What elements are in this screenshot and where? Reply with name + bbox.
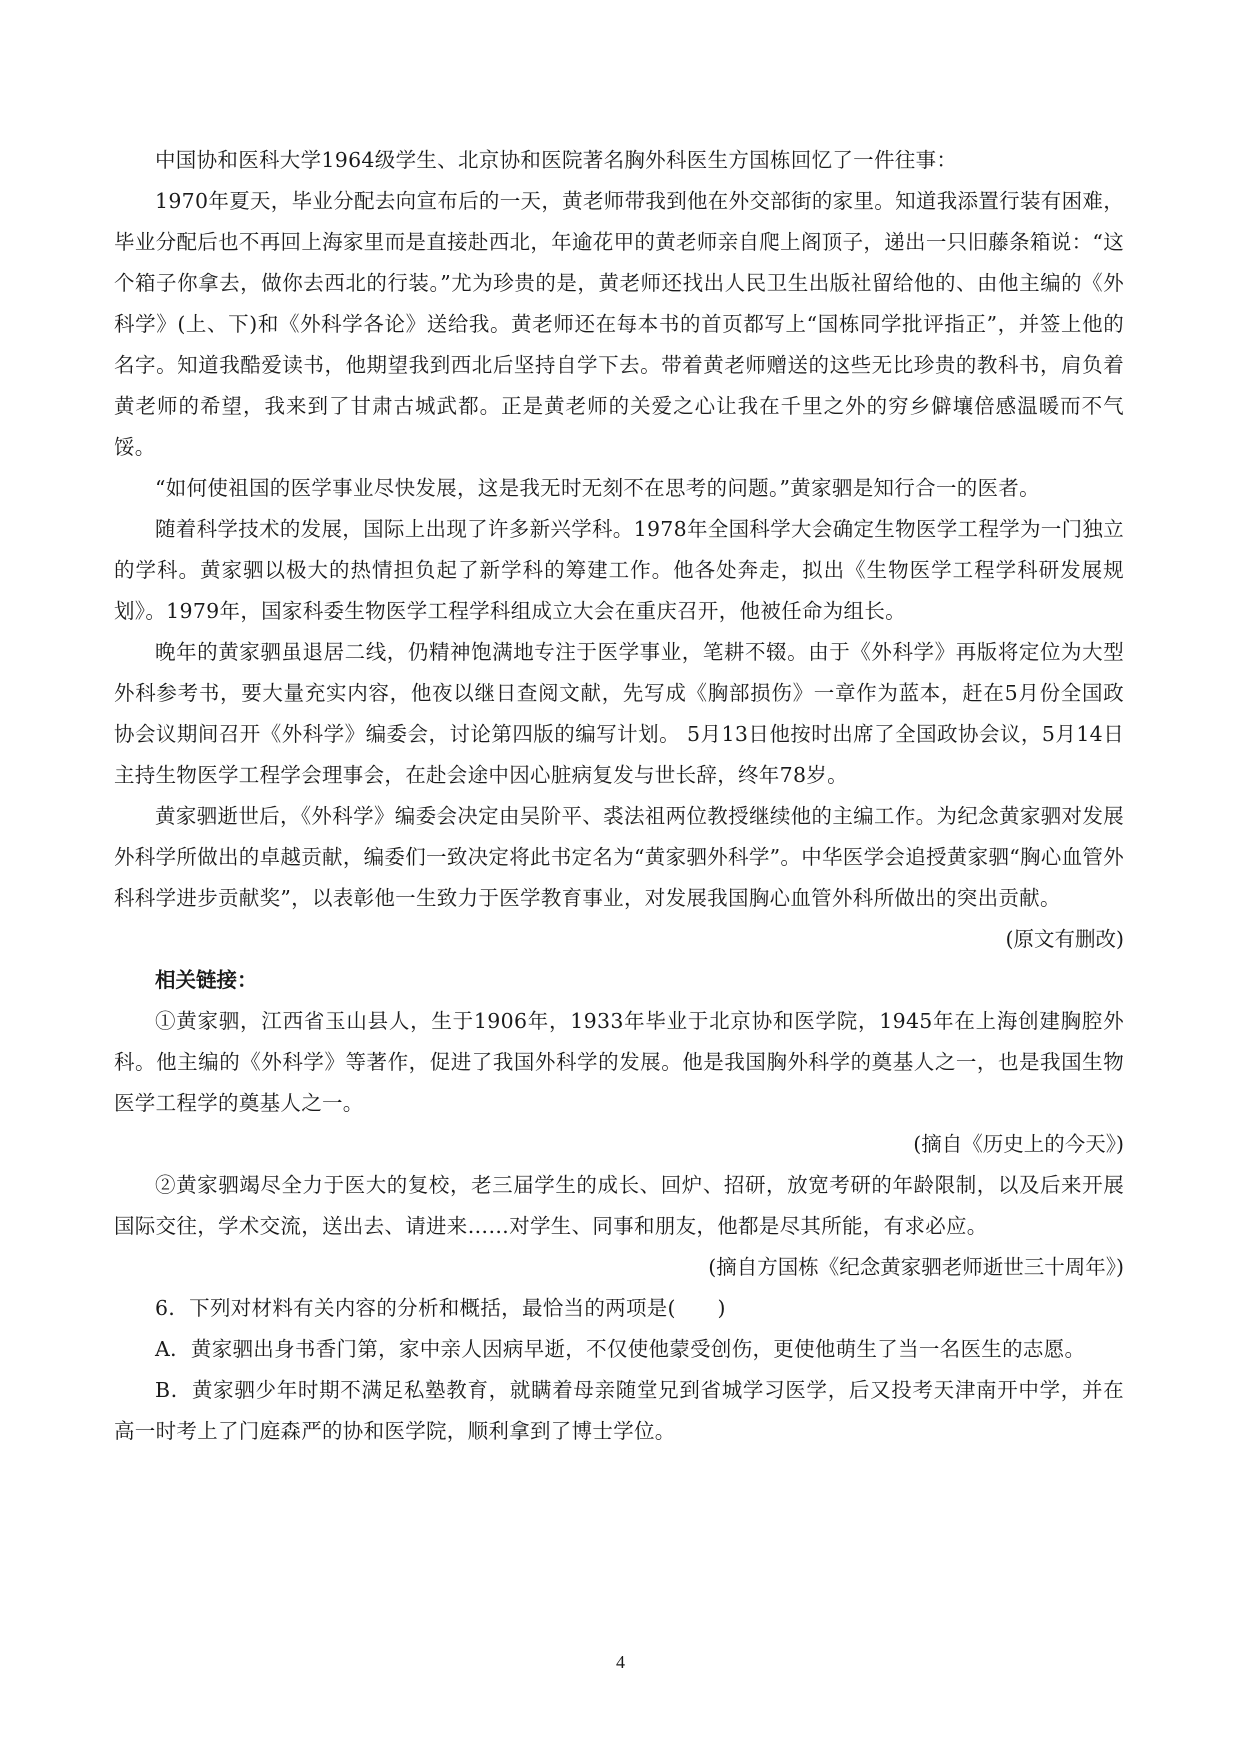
paragraph-intro: 中国协和医科大学1964级学生、北京协和医院著名胸外科医生方国栋回忆了一件往事： — [155, 148, 958, 172]
source-note: (原文有删改) — [1005, 927, 1124, 951]
related-link-2-source: (摘自方国栋《纪念黄家驷老师逝世三十周年》) — [708, 1255, 1124, 1279]
related-link-1: ①黄家驷，江西省玉山县人，生于1906年，1933年毕业于北京协和医学院，1945年在上海创建胸腔外科。他主编的《外科学》等著作，促进了我国外科学的发展。他是我国胸外科学的奠基人之一，也是我国生物医学工程学的奠基人之一。 — [114, 1009, 1124, 1115]
document-body — [114, 140, 1124, 1452]
paragraph-late-years: 晚年的黄家驷虽退居二线，仍精神饱满地专注于医学事业，笔耕不辍。由于《外科学》再版将定位为大型外科参考书，要大量充实内容，他夜以继日查阅文献，先写成《胸部损伤》一章作为蓝本，赶在5月份全国政协会议期间召开《外科学》编委会，讨论第四版的编写计划。 5月13日他按时出席了全国政协会议，5月14日主持生物医学工程学会理事会，在赴会途中因心脏病复发与世长辞，终年78岁。 — [114, 640, 1124, 787]
paragraph-quote: “如何使祖国的医学事业尽快发展，这是我无时无刻不在思考的问题。”黄家驷是知行合一的医者。 — [155, 476, 1040, 500]
paragraph-memory: 1970年夏天，毕业分配去向宣布后的一天，黄老师带我到他在外交部街的家里。知道我添置行装有困难，毕业分配后也不再回上海家里而是直接赴西北，年逾花甲的黄老师亲自爬上阁顶子，递出一只旧藤条箱说：“这个箱子你拿去，做你去西北的行装。”尤为珍贵的是，黄老师还找出人民卫生出版社留给他的、由他主编的《外科学》(上、下)和《外科学各论》送给我。黄老师还在每本书的首页都写上“国栋同学批评指正”，并签上他的名字。知道我酷爱读书，他期望我到西北后坚持自学下去。带着黄老师赠送的这些无比珍贵的教科书，肩负着黄老师的希望，我来到了甘肃古城武都。正是黄老师的关爱之心让我在千里之外的穷乡僻壤倍感温暖而不气馁。 — [114, 189, 1124, 459]
option-b: B．黄家驷少年时期不满足私塾教育，就瞒着母亲随堂兄到省城学习医学，后又投考天津南开中学，并在高一时考上了门庭森严的协和医学院，顺利拿到了博士学位。 — [114, 1378, 1124, 1443]
page-number: 4 — [616, 1652, 625, 1672]
option-a: A．黄家驷出身书香门第，家中亲人因病早逝，不仅使他蒙受创伤，更使他萌生了当一名医生的志愿。 — [155, 1337, 1086, 1361]
related-links-heading: 相关链接： — [155, 968, 258, 992]
question-6: 6．下列对材料有关内容的分析和概括，最恰当的两项是( ) — [155, 1296, 726, 1320]
related-link-1-source: (摘自《历史上的今天》) — [913, 1132, 1124, 1156]
related-link-2: ②黄家驷竭尽全力于医大的复校，老三届学生的成长、回炉、招研，放宽考研的年龄限制，以及后来开展国际交往，学术交流，送出去、请进来……对学生、同事和朋友，他都是尽其所能，有求必应。 — [114, 1173, 1124, 1238]
paragraph-legacy: 黄家驷逝世后，《外科学》编委会决定由吴阶平、裘法祖两位教授继续他的主编工作。为纪念黄家驷对发展外科学所做出的卓越贡献，编委们一致决定将此书定名为“黄家驷外科学”。中华医学会追授黄家驷“胸心血管外科科学进步贡献奖”，以表彰他一生致力于医学教育事业，对发展我国胸心血管外科所做出的突出贡献。 — [114, 804, 1124, 910]
paragraph-biomedical: 随着科学技术的发展，国际上出现了许多新兴学科。1978年全国科学大会确定生物医学工程学为一门独立的学科。黄家驷以极大的热情担负起了新学科的筹建工作。他各处奔走，拟出《生物医学工程学科研发展规划》。1979年，国家科委生物医学工程学科组成立大会在重庆召开，他被任命为组长。 — [114, 517, 1124, 623]
